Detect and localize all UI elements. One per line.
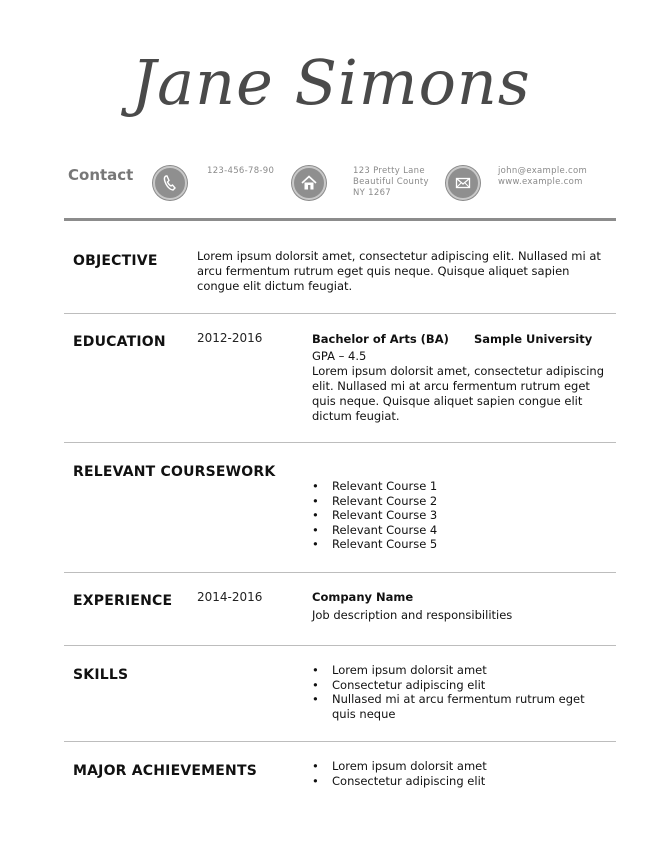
experience-heading: EXPERIENCE bbox=[73, 593, 173, 609]
experience-description: Job description and responsibilities bbox=[312, 608, 513, 622]
phone-icon bbox=[153, 166, 187, 200]
list-item: • Relevant Course 4 bbox=[312, 523, 602, 538]
contact-address bbox=[353, 166, 429, 199]
list-item: • Nullased mi at arcu fermentum rutrum eget quis neque bbox=[312, 692, 602, 721]
address-line-1: 123 Pretty Lane bbox=[353, 166, 425, 176]
home-icon bbox=[292, 166, 326, 200]
candidate-name: Jane Simons bbox=[131, 46, 531, 119]
contact-phone: 123-456-78-90 bbox=[207, 166, 275, 176]
section-divider bbox=[64, 572, 616, 573]
contact-website: www.example.com bbox=[498, 177, 583, 187]
objective-heading: OBJECTIVE bbox=[73, 253, 158, 269]
list-item: • Lorem ipsum dolorsit amet bbox=[312, 663, 602, 678]
education-heading: EDUCATION bbox=[73, 334, 166, 350]
skills-heading: SKILLS bbox=[73, 667, 129, 683]
education-degree: Bachelor of Arts (BA) bbox=[312, 332, 449, 346]
list-item: • Relevant Course 1 bbox=[312, 479, 602, 494]
list-item: • Lorem ipsum dolorsit amet bbox=[312, 759, 602, 774]
education-dates: 2012-2016 bbox=[197, 331, 263, 345]
section-divider bbox=[64, 645, 616, 646]
coursework-heading: RELEVANT COURSEWORK bbox=[73, 464, 276, 480]
education-school: Sample University bbox=[474, 332, 593, 346]
section-divider bbox=[64, 741, 616, 742]
section-divider bbox=[64, 313, 616, 314]
skills-list bbox=[312, 663, 602, 721]
coursework-list bbox=[312, 479, 602, 552]
experience-dates: 2014-2016 bbox=[197, 590, 263, 604]
contact-label: Contact bbox=[68, 166, 134, 184]
achievements-heading: MAJOR ACHIEVEMENTS bbox=[73, 763, 257, 779]
list-item: • Consectetur adipiscing elit bbox=[312, 774, 602, 789]
mail-icon bbox=[446, 166, 480, 200]
list-item: • Relevant Course 2 bbox=[312, 494, 602, 509]
list-item: • Relevant Course 5 bbox=[312, 537, 602, 552]
list-item: • Relevant Course 3 bbox=[312, 508, 602, 523]
address-line-3: NY 1267 bbox=[353, 188, 391, 198]
header-divider bbox=[64, 218, 616, 221]
contact-email: john@example.com bbox=[498, 166, 588, 176]
section-divider bbox=[64, 442, 616, 443]
achievements-list bbox=[312, 759, 602, 788]
experience-company: Company Name bbox=[312, 590, 414, 604]
objective-text: Lorem ipsum dolorsit amet, consectetur adipiscing elit. Nullased mi at arcu fermentum rutrum eget quis neque. Quisque aliquet sapien congue elit dictum feugiat. bbox=[197, 249, 601, 293]
contact-online bbox=[498, 166, 587, 188]
address-line-2: Beautiful County bbox=[353, 177, 429, 187]
education-gpa: GPA – 4.5 bbox=[312, 349, 367, 363]
education-text: Lorem ipsum dolorsit amet, consectetur adipiscing elit. Nullased mi at arcu fermentum rutrum eget quis neque. Quisque aliquet sapien congue elit dictum feugiat. bbox=[312, 364, 605, 423]
list-item: • Consectetur adipiscing elit bbox=[312, 678, 602, 693]
